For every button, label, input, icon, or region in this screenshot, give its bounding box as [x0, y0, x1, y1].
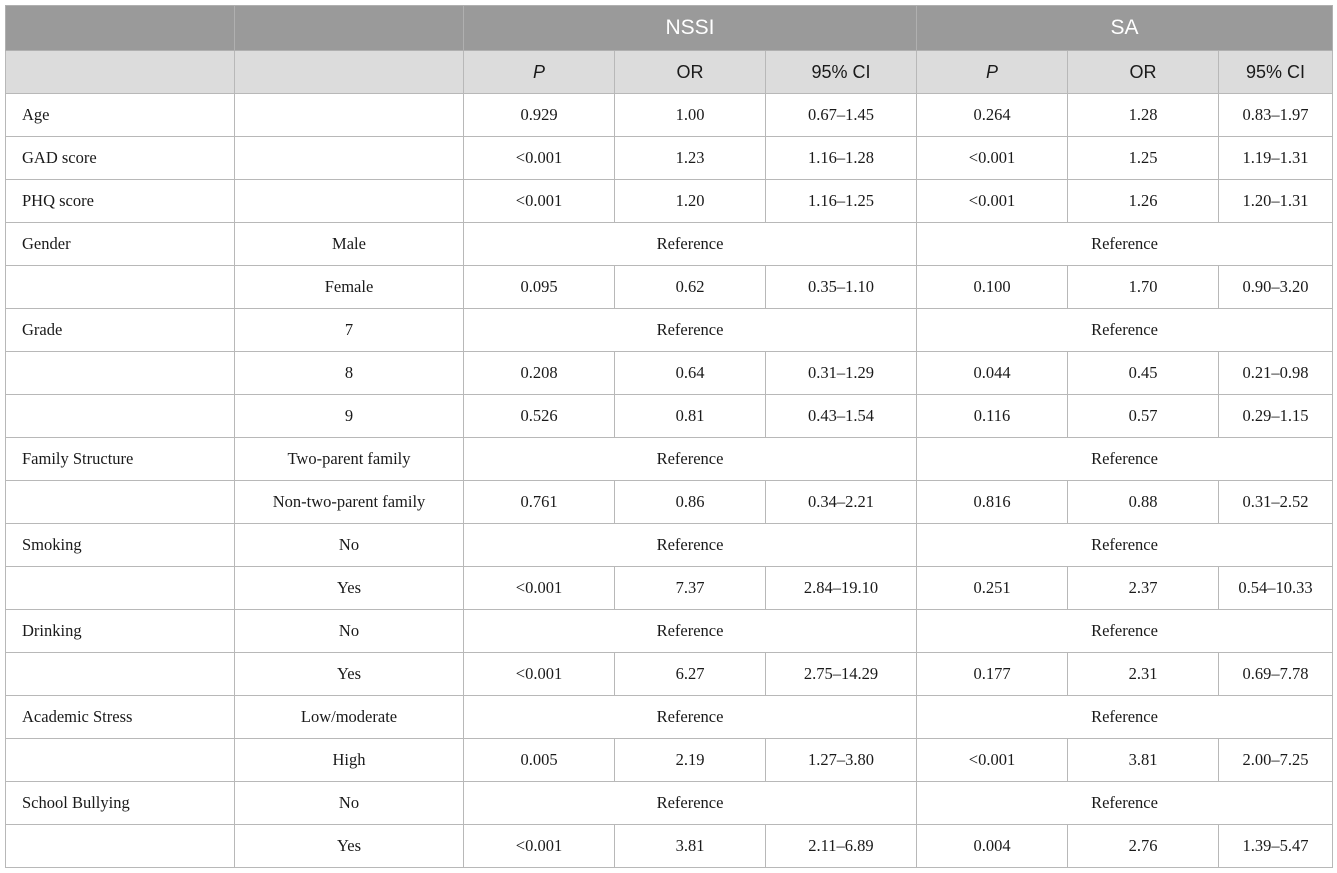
nssi-or-cell: 2.19 — [615, 739, 766, 782]
variable-cell: PHQ score — [6, 180, 235, 223]
nssi-or-cell: 3.81 — [615, 825, 766, 868]
category-cell — [235, 180, 464, 223]
variable-cell — [6, 481, 235, 524]
nssi-p-cell: <0.001 — [464, 653, 615, 696]
sa-ci-cell: 0.54–10.33 — [1219, 567, 1333, 610]
category-cell: No — [235, 610, 464, 653]
header-blank-cell — [6, 51, 235, 94]
nssi-reference-cell: Reference — [464, 438, 917, 481]
sa-or-cell: 1.25 — [1068, 137, 1219, 180]
table-row — [6, 524, 1333, 567]
header-blank-cell — [235, 6, 464, 51]
sa-p-cell: <0.001 — [917, 137, 1068, 180]
category-cell: Non-two-parent family — [235, 481, 464, 524]
sa-ci-cell: 1.39–5.47 — [1219, 825, 1333, 868]
nssi-or-cell: 0.81 — [615, 395, 766, 438]
variable-cell: Grade — [6, 309, 235, 352]
category-cell: 7 — [235, 309, 464, 352]
category-cell: No — [235, 782, 464, 825]
group-header-nssi: NSSI — [464, 6, 917, 51]
sa-or-cell: 0.45 — [1068, 352, 1219, 395]
column-header-sa-ci: 95% CI — [1219, 51, 1333, 94]
nssi-or-cell: 1.00 — [615, 94, 766, 137]
group-header-row — [6, 6, 1333, 51]
nssi-p-cell: 0.005 — [464, 739, 615, 782]
table-row — [6, 825, 1333, 868]
sa-or-cell: 3.81 — [1068, 739, 1219, 782]
sa-ci-cell: 0.21–0.98 — [1219, 352, 1333, 395]
category-cell: 9 — [235, 395, 464, 438]
nssi-ci-cell: 0.31–1.29 — [766, 352, 917, 395]
column-header-nssi-or: OR — [615, 51, 766, 94]
sa-reference-cell: Reference — [917, 524, 1333, 567]
category-cell: High — [235, 739, 464, 782]
table-row — [6, 94, 1333, 137]
sa-ci-cell: 0.29–1.15 — [1219, 395, 1333, 438]
category-cell: Low/moderate — [235, 696, 464, 739]
nssi-p-cell: 0.929 — [464, 94, 615, 137]
header-blank-cell — [6, 6, 235, 51]
variable-cell — [6, 395, 235, 438]
nssi-ci-cell: 0.35–1.10 — [766, 266, 917, 309]
table-row — [6, 739, 1333, 782]
category-cell: No — [235, 524, 464, 567]
column-header-sa-p: P — [917, 51, 1068, 94]
sa-reference-cell: Reference — [917, 223, 1333, 266]
sa-ci-cell: 0.83–1.97 — [1219, 94, 1333, 137]
sa-reference-cell: Reference — [917, 438, 1333, 481]
nssi-ci-cell: 0.34–2.21 — [766, 481, 917, 524]
variable-cell — [6, 567, 235, 610]
sa-p-cell: <0.001 — [917, 180, 1068, 223]
table-row — [6, 438, 1333, 481]
sa-ci-cell: 0.31–2.52 — [1219, 481, 1333, 524]
sa-or-cell: 1.70 — [1068, 266, 1219, 309]
table-row — [6, 567, 1333, 610]
nssi-p-cell: <0.001 — [464, 137, 615, 180]
variable-cell: GAD score — [6, 137, 235, 180]
variable-cell: Drinking — [6, 610, 235, 653]
variable-cell — [6, 825, 235, 868]
nssi-p-cell: <0.001 — [464, 567, 615, 610]
nssi-or-cell: 0.86 — [615, 481, 766, 524]
variable-cell: Smoking — [6, 524, 235, 567]
category-cell: Male — [235, 223, 464, 266]
nssi-ci-cell: 2.75–14.29 — [766, 653, 917, 696]
sa-or-cell: 0.57 — [1068, 395, 1219, 438]
nssi-ci-cell: 0.43–1.54 — [766, 395, 917, 438]
sa-p-cell: 0.177 — [917, 653, 1068, 696]
nssi-reference-cell: Reference — [464, 309, 917, 352]
results-table — [5, 5, 1333, 868]
table-row — [6, 653, 1333, 696]
table-row — [6, 223, 1333, 266]
sa-p-cell: 0.044 — [917, 352, 1068, 395]
nssi-ci-cell: 1.16–1.25 — [766, 180, 917, 223]
variable-cell: Age — [6, 94, 235, 137]
sa-p-cell: 0.816 — [917, 481, 1068, 524]
group-header-sa: SA — [917, 6, 1333, 51]
sa-ci-cell: 2.00–7.25 — [1219, 739, 1333, 782]
variable-cell — [6, 352, 235, 395]
table-row — [6, 137, 1333, 180]
category-cell — [235, 137, 464, 180]
category-cell: Two-parent family — [235, 438, 464, 481]
sa-p-cell: 0.251 — [917, 567, 1068, 610]
nssi-p-cell: 0.208 — [464, 352, 615, 395]
variable-cell — [6, 266, 235, 309]
variable-cell — [6, 653, 235, 696]
table-row — [6, 481, 1333, 524]
nssi-p-cell: 0.526 — [464, 395, 615, 438]
nssi-reference-cell: Reference — [464, 782, 917, 825]
nssi-ci-cell: 1.27–3.80 — [766, 739, 917, 782]
category-cell: Yes — [235, 567, 464, 610]
variable-cell — [6, 739, 235, 782]
sa-reference-cell: Reference — [917, 610, 1333, 653]
sa-or-cell: 2.37 — [1068, 567, 1219, 610]
category-cell: Female — [235, 266, 464, 309]
sa-ci-cell: 1.19–1.31 — [1219, 137, 1333, 180]
sa-or-cell: 2.76 — [1068, 825, 1219, 868]
nssi-p-cell: 0.095 — [464, 266, 615, 309]
sa-or-cell: 0.88 — [1068, 481, 1219, 524]
nssi-or-cell: 1.20 — [615, 180, 766, 223]
nssi-reference-cell: Reference — [464, 223, 917, 266]
nssi-p-cell: <0.001 — [464, 180, 615, 223]
category-cell — [235, 94, 464, 137]
table-row — [6, 696, 1333, 739]
nssi-or-cell: 0.64 — [615, 352, 766, 395]
variable-cell: Family Structure — [6, 438, 235, 481]
column-header-sa-or: OR — [1068, 51, 1219, 94]
category-cell: 8 — [235, 352, 464, 395]
sa-p-cell: 0.004 — [917, 825, 1068, 868]
table-body — [6, 94, 1333, 868]
column-header-nssi-ci: 95% CI — [766, 51, 917, 94]
nssi-p-cell: <0.001 — [464, 825, 615, 868]
table-row — [6, 309, 1333, 352]
column-header-row — [6, 51, 1333, 94]
nssi-or-cell: 1.23 — [615, 137, 766, 180]
nssi-reference-cell: Reference — [464, 524, 917, 567]
variable-cell: Gender — [6, 223, 235, 266]
nssi-ci-cell: 2.84–19.10 — [766, 567, 917, 610]
sa-or-cell: 1.26 — [1068, 180, 1219, 223]
sa-or-cell: 2.31 — [1068, 653, 1219, 696]
sa-ci-cell: 1.20–1.31 — [1219, 180, 1333, 223]
column-header-nssi-p: P — [464, 51, 615, 94]
sa-reference-cell: Reference — [917, 309, 1333, 352]
nssi-or-cell: 6.27 — [615, 653, 766, 696]
variable-cell: School Bullying — [6, 782, 235, 825]
table-row — [6, 395, 1333, 438]
nssi-ci-cell: 0.67–1.45 — [766, 94, 917, 137]
nssi-or-cell: 0.62 — [615, 266, 766, 309]
table-row — [6, 180, 1333, 223]
sa-reference-cell: Reference — [917, 696, 1333, 739]
nssi-ci-cell: 1.16–1.28 — [766, 137, 917, 180]
table-row — [6, 782, 1333, 825]
sa-p-cell: 0.100 — [917, 266, 1068, 309]
sa-or-cell: 1.28 — [1068, 94, 1219, 137]
sa-p-cell: 0.116 — [917, 395, 1068, 438]
nssi-reference-cell: Reference — [464, 610, 917, 653]
sa-p-cell: 0.264 — [917, 94, 1068, 137]
sa-ci-cell: 0.90–3.20 — [1219, 266, 1333, 309]
nssi-or-cell: 7.37 — [615, 567, 766, 610]
table-row — [6, 266, 1333, 309]
sa-p-cell: <0.001 — [917, 739, 1068, 782]
nssi-ci-cell: 2.11–6.89 — [766, 825, 917, 868]
header-blank-cell — [235, 51, 464, 94]
nssi-p-cell: 0.761 — [464, 481, 615, 524]
category-cell: Yes — [235, 825, 464, 868]
variable-cell: Academic Stress — [6, 696, 235, 739]
category-cell: Yes — [235, 653, 464, 696]
sa-reference-cell: Reference — [917, 782, 1333, 825]
table-row — [6, 352, 1333, 395]
sa-ci-cell: 0.69–7.78 — [1219, 653, 1333, 696]
nssi-reference-cell: Reference — [464, 696, 917, 739]
table-row — [6, 610, 1333, 653]
